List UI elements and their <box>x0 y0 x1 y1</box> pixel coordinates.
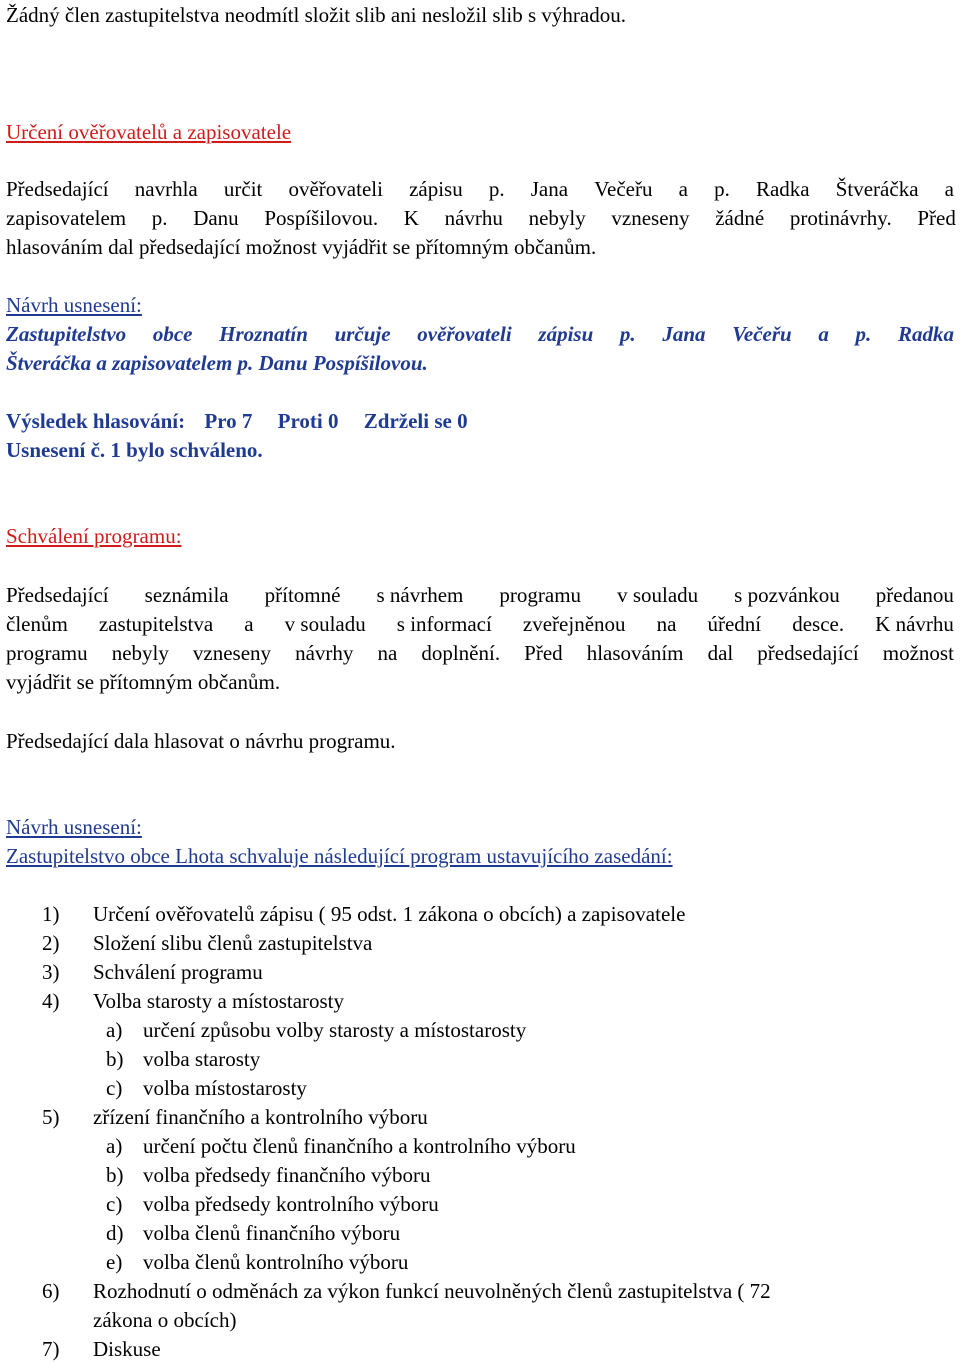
paragraph-vote-call: Předsedající dala hlasovat o návrhu programu. <box>6 729 396 753</box>
word: zápisu <box>409 177 463 201</box>
agenda-item-number: 1) <box>42 902 60 926</box>
paragraph-line <box>6 641 954 666</box>
agenda-item-text: volba předsedy kontrolního výboru <box>143 1192 439 1216</box>
word: desce. <box>792 612 845 636</box>
word: určuje <box>334 322 391 346</box>
vote-against: Proti 0 <box>277 409 339 433</box>
word: p. <box>714 177 730 201</box>
word: možnost <box>882 641 954 665</box>
agenda-item-text: Volba starosty a místostarosty <box>93 989 345 1013</box>
word: předanou <box>875 583 954 607</box>
word: vzneseny <box>192 641 272 665</box>
word: Jana <box>662 322 706 346</box>
word: s návrhem <box>376 583 464 607</box>
word: na <box>377 641 398 665</box>
agenda-item-text: určení počtu členů finančního a kontrolního výboru <box>143 1134 576 1158</box>
word: Před <box>917 206 956 230</box>
vote-for: Pro 7 <box>204 409 253 433</box>
word: K návrhu <box>875 612 954 636</box>
word: p. <box>488 177 505 201</box>
word: a <box>818 322 829 346</box>
agenda-item-text: Určení ověřovatelů zápisu ( 95 odst. 1 zákona o obcích) a zapisovatele <box>93 902 686 926</box>
agenda-item-text: Složení slibu členů zastupitelstva <box>93 931 373 955</box>
agenda-item-number: 2) <box>42 931 60 955</box>
word: Před <box>524 641 563 665</box>
word: dal <box>707 641 734 665</box>
word: zapisovatelem <box>6 206 127 230</box>
agenda-item-text: volba členů kontrolního výboru <box>143 1250 409 1274</box>
word: p. <box>619 322 636 346</box>
word: nebyly <box>111 641 169 665</box>
agenda-item-number: b) <box>106 1047 124 1071</box>
word: úřední <box>707 612 762 636</box>
agenda-item-number: c) <box>106 1076 123 1100</box>
word: seznámila <box>144 583 229 607</box>
agenda-item-text: volba předsedy finančního výboru <box>143 1163 431 1187</box>
proposal-label: Návrh usnesení: <box>6 815 142 839</box>
proposal-text: Zastupitelstvo obce Lhota schvaluje následující program ustavujícího zasedání: <box>6 844 673 868</box>
word: K <box>403 206 419 230</box>
word: navrhla <box>134 177 198 201</box>
word: p. <box>151 206 168 230</box>
agenda-item-number: 6) <box>42 1279 60 1303</box>
paragraph-line <box>6 583 954 608</box>
paragraph-line <box>6 612 954 637</box>
word: zastupitelstva <box>98 612 214 636</box>
word: předsedající <box>757 641 859 665</box>
word: Danu <box>193 206 239 230</box>
agenda-item-text: volba místostarosty <box>143 1076 307 1100</box>
agenda-item-number: 3) <box>42 960 60 984</box>
word: přítomné <box>264 583 341 607</box>
word: Radka <box>755 177 810 201</box>
word: vzneseny <box>611 206 690 230</box>
word: protinávrhy. <box>789 206 892 230</box>
paragraph-line: vyjádřit se přítomným občanům. <box>6 670 281 694</box>
word: nebyly <box>528 206 586 230</box>
word: Radka <box>897 322 954 346</box>
agenda-item-number: a) <box>106 1018 123 1042</box>
agenda-item-text: zřízení finančního a kontrolního výboru <box>93 1105 428 1129</box>
word: Předsedající <box>6 177 109 201</box>
word: Večeřu <box>732 322 792 346</box>
agenda-item-text: určení způsobu volby starosty a místostarosty <box>143 1018 527 1042</box>
resolution-line: Štveráčka a zapisovatelem p. Danu Pospíšilovou. <box>6 351 428 375</box>
paragraph-line: hlasováním dal předsedající možnost vyjádřit se přítomným občanům. <box>6 235 597 259</box>
resolution-line <box>6 322 954 347</box>
section-heading-program: Schválení programu: <box>6 524 182 548</box>
proposal-label: Návrh usnesení: <box>6 293 142 317</box>
agenda-item-text: zákona o obcích) <box>93 1308 237 1332</box>
agenda-item-number: b) <box>106 1163 124 1187</box>
word: p. <box>855 322 872 346</box>
agenda-item-text: volba členů finančního výboru <box>143 1221 401 1245</box>
agenda-item-number: 5) <box>42 1105 60 1129</box>
agenda-item-number: a) <box>106 1134 123 1158</box>
resolution-result: Usnesení č. 1 bylo schváleno. <box>6 438 263 462</box>
agenda-item-text: Schválení programu <box>93 960 263 984</box>
word: zveřejněnou <box>522 612 626 636</box>
agenda-item-number: 7) <box>42 1337 60 1361</box>
word: ověřovateli <box>417 322 512 346</box>
word: na <box>656 612 677 636</box>
word: Jana <box>530 177 569 201</box>
word: s informací <box>396 612 492 636</box>
vote-result <box>6 409 468 434</box>
word: určit <box>223 177 263 201</box>
agenda-item-number: e) <box>106 1250 123 1274</box>
paragraph-line <box>6 206 956 231</box>
word: Večeřu <box>594 177 653 201</box>
word: návrhu <box>444 206 503 230</box>
word: a <box>244 612 254 636</box>
vote-abstain: Zdrželi se 0 <box>363 409 468 433</box>
agenda-item-number: c) <box>106 1192 123 1216</box>
word: Štveráčka <box>835 177 919 201</box>
word: žádné <box>715 206 765 230</box>
word: a <box>678 177 688 201</box>
word: návrhy <box>295 641 354 665</box>
agenda-item-text: Diskuse <box>93 1337 161 1361</box>
word: doplnění. <box>421 641 501 665</box>
word: ověřovateli <box>288 177 383 201</box>
word: Pospíšilovou. <box>264 206 379 230</box>
agenda-item-text: volba starosty <box>143 1047 261 1071</box>
word: hlasováním <box>586 641 684 665</box>
word: v souladu <box>284 612 366 636</box>
word: programu <box>499 583 582 607</box>
word: programu <box>6 641 88 665</box>
word: obce <box>152 322 193 346</box>
word: Zastupitelstvo <box>6 322 127 346</box>
word: Hroznatín <box>219 322 308 346</box>
section-heading-verifiers: Určení ověřovatelů a zapisovatele <box>6 120 292 144</box>
word: a <box>944 177 954 201</box>
agenda-item-text: Rozhodnutí o odměnách za výkon funkcí neuvolněných členů zastupitelstva ( 72 <box>93 1279 771 1303</box>
paragraph-line <box>6 177 954 202</box>
intro-paragraph: Žádný člen zastupitelstva neodmítl složit slib ani nesložil slib s výhradou. <box>6 3 626 27</box>
word: zápisu <box>538 322 594 346</box>
vote-label: Výsledek hlasování: <box>6 409 186 433</box>
agenda-item-number: d) <box>106 1221 124 1245</box>
word: členům <box>6 612 68 636</box>
word: Předsedající <box>6 583 109 607</box>
word: v souladu <box>617 583 699 607</box>
agenda-item-number: 4) <box>42 989 60 1013</box>
word: s pozvánkou <box>734 583 840 607</box>
